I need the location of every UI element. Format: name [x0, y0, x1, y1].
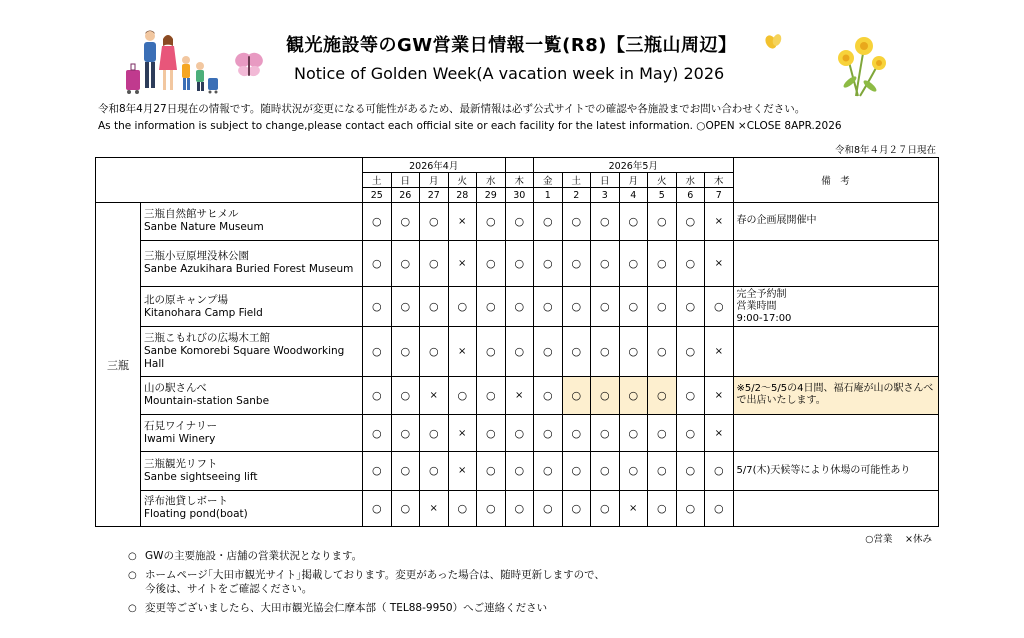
status-open-mark: ○ [505, 203, 534, 240]
table-row [96, 287, 939, 327]
status-open-mark: ○ [505, 490, 534, 526]
status-closed-mark: × [420, 376, 449, 414]
facility-name-cell [141, 327, 363, 376]
remarks-cell [733, 490, 938, 526]
table-row [96, 452, 939, 490]
status-open-mark: ○ [420, 240, 449, 286]
status-open-mark: ○ [562, 287, 591, 327]
status-open-mark: ○ [448, 287, 477, 327]
day-of-week-header: 月 [619, 173, 648, 188]
status-open-mark: ○ [648, 415, 677, 452]
status-open-mark: ○ [648, 203, 677, 240]
status-open-mark: ○ [648, 490, 677, 526]
status-open-mark: ○ [705, 490, 734, 526]
butterfly-icon [232, 48, 266, 82]
status-open-mark: ○ [391, 240, 420, 286]
status-open-mark: ○ [591, 287, 620, 327]
facility-name-japanese: 山の駅さんべ [144, 382, 207, 395]
status-open-mark: ○ [648, 240, 677, 286]
status-open-mark: ○ [391, 452, 420, 490]
day-number-header: 27 [420, 188, 449, 203]
status-closed-mark: × [705, 376, 734, 414]
legend: ○営業 ×休み [865, 534, 932, 545]
status-open-mark: ○ [619, 240, 648, 286]
status-open-mark: ○ [591, 415, 620, 452]
status-open-mark: ○ [477, 240, 506, 286]
facility-name-english: Sanbe Komorebi Square Woodworking Hall [144, 345, 345, 370]
status-open-mark: ○ [477, 415, 506, 452]
status-closed-mark: × [705, 203, 734, 240]
status-open-mark: ○ [676, 287, 705, 327]
as-of-date: 令和8年４月２７日現在 [834, 145, 936, 156]
facility-name-japanese: 北の原キャンプ場 [144, 293, 228, 306]
info-notice-english: As the information is subject to change,please contact each official site or each facility for the latest information. ○OPEN ×CLOSE 8APR.2026 [98, 120, 842, 132]
facility-name-english: Floating pond(boat) [144, 508, 248, 521]
status-open-mark: ○ [591, 452, 620, 490]
table-row [96, 415, 939, 452]
day-of-week-header: 月 [420, 173, 449, 188]
status-open-mark: ○ [391, 490, 420, 526]
footnote-1 [128, 549, 362, 563]
status-closed-mark: × [448, 203, 477, 240]
status-open-mark: ○ [391, 287, 420, 327]
status-closed-mark: × [448, 415, 477, 452]
remarks-header: 備 考 [733, 158, 938, 203]
status-open-mark: ○ [619, 287, 648, 327]
remarks-cell [733, 327, 938, 376]
status-open-mark: ○ [676, 240, 705, 286]
gw-schedule-table [95, 157, 939, 527]
status-open-mark: ○ [648, 287, 677, 327]
table-row [96, 490, 939, 526]
remarks-cell: ※5/2～5/5の4日間、福石庵が山の駅さんべで出店いたします。 [733, 376, 938, 414]
status-open-mark: ○ [591, 240, 620, 286]
status-open-mark: ○ [591, 203, 620, 240]
status-open-mark: ○ [505, 287, 534, 327]
status-open-mark: ○ [676, 490, 705, 526]
status-open-mark: ○ [363, 203, 392, 240]
status-closed-mark: × [448, 240, 477, 286]
status-open-mark: ○ [448, 376, 477, 414]
status-open-mark: ○ [363, 327, 392, 376]
day-number-header: 4 [619, 188, 648, 203]
status-open-mark: ○ [676, 452, 705, 490]
status-open-mark: ○ [562, 415, 591, 452]
status-open-mark: ○ [534, 287, 563, 327]
status-open-mark: ○ [705, 287, 734, 327]
status-closed-mark: × [705, 415, 734, 452]
facility-name-cell [141, 415, 363, 452]
area-name: 三瓶 [96, 203, 141, 527]
facility-name-japanese: 石見ワイナリー [144, 420, 218, 433]
facility-name-japanese: 浮布池貸しボート [144, 495, 228, 508]
status-open-mark: ○ [477, 452, 506, 490]
status-open-mark: ○ [676, 415, 705, 452]
facility-name-japanese: 三瓶自然館サヒメル [144, 208, 239, 221]
status-open-mark: ○ [591, 490, 620, 526]
day-number-header: 30 [505, 188, 534, 203]
status-open-mark: ○ [505, 327, 534, 376]
status-closed-mark: × [705, 327, 734, 376]
facility-name-cell [141, 376, 363, 414]
facility-name-japanese: 三瓶こもれびの広場木工館 [144, 332, 270, 344]
facility-name-english: Mountain-station Sanbe [144, 395, 270, 408]
facility-name-english: Sanbe Azukihara Buried Forest Museum [144, 263, 354, 276]
status-closed-mark: × [420, 490, 449, 526]
table-row [96, 327, 939, 376]
status-open-mark: ○ [448, 490, 477, 526]
status-open-mark: ○ [391, 376, 420, 414]
remarks-cell: 完全予約制 営業時間 9:00-17:00 [733, 287, 938, 327]
status-open-mark: ○ [648, 376, 677, 414]
status-open-mark: ○ [391, 327, 420, 376]
day-number-header: 3 [591, 188, 620, 203]
remarks-cell: 5/7(木)天候等により休場の可能性あり [733, 452, 938, 490]
status-open-mark: ○ [562, 327, 591, 376]
status-open-mark: ○ [591, 376, 620, 414]
status-open-mark: ○ [477, 203, 506, 240]
status-open-mark: ○ [619, 203, 648, 240]
status-open-mark: ○ [676, 203, 705, 240]
page-title-english: Notice of Golden Week(A vacation week in May) 2026 [294, 64, 725, 83]
facility-name-cell [141, 490, 363, 526]
status-open-mark: ○ [534, 376, 563, 414]
status-open-mark: ○ [534, 452, 563, 490]
status-closed-mark: × [705, 240, 734, 286]
status-open-mark: ○ [676, 376, 705, 414]
day-number-header: 7 [705, 188, 734, 203]
day-of-week-header: 日 [391, 173, 420, 188]
status-open-mark: ○ [363, 376, 392, 414]
status-closed-mark: × [505, 376, 534, 414]
status-open-mark: ○ [505, 452, 534, 490]
remarks-cell [733, 415, 938, 452]
status-open-mark: ○ [363, 287, 392, 327]
bullet-symbol: ○ [128, 603, 137, 614]
month-header-gap [505, 158, 534, 173]
facility-name-japanese: 三瓶小豆原埋没林公園 [144, 250, 249, 263]
status-open-mark: ○ [562, 240, 591, 286]
footnote-3 [128, 601, 547, 615]
day-of-week-header: 水 [477, 173, 506, 188]
table-row [96, 240, 939, 286]
status-open-mark: ○ [562, 376, 591, 414]
status-open-mark: ○ [534, 240, 563, 286]
day-number-header: 5 [648, 188, 677, 203]
status-open-mark: ○ [363, 415, 392, 452]
footnote-2-text-line1: ホームページ｢大田市観光サイト｣掲載しております。変更があった場合は、随時更新しますので、 [145, 569, 605, 581]
status-open-mark: ○ [562, 203, 591, 240]
status-closed-mark: × [619, 490, 648, 526]
status-open-mark: ○ [619, 376, 648, 414]
facility-name-cell [141, 240, 363, 286]
status-open-mark: ○ [363, 240, 392, 286]
status-open-mark: ○ [648, 327, 677, 376]
yellow-flowers-illustration [764, 30, 894, 98]
day-of-week-header: 火 [448, 173, 477, 188]
facility-name-english: Kitanohara Camp Field [144, 306, 263, 319]
facility-name-cell [141, 452, 363, 490]
bullet-symbol: ○ [128, 551, 137, 562]
day-number-header: 6 [676, 188, 705, 203]
status-open-mark: ○ [477, 490, 506, 526]
status-open-mark: ○ [534, 490, 563, 526]
status-open-mark: ○ [534, 327, 563, 376]
day-number-header: 1 [534, 188, 563, 203]
header-blank-cell [96, 158, 363, 203]
status-open-mark: ○ [505, 240, 534, 286]
status-open-mark: ○ [363, 452, 392, 490]
status-open-mark: ○ [505, 415, 534, 452]
status-open-mark: ○ [705, 452, 734, 490]
status-open-mark: ○ [477, 376, 506, 414]
status-open-mark: ○ [420, 327, 449, 376]
footnote-2 [128, 568, 605, 596]
footnote-1-text: GWの主要施設・店舗の営業状況となります。 [145, 550, 363, 562]
status-open-mark: ○ [420, 287, 449, 327]
footnote-2-text-line2: 今後は、サイトをご確認ください。 [145, 583, 313, 595]
day-of-week-header: 土 [363, 173, 392, 188]
day-of-week-header: 火 [648, 173, 677, 188]
day-of-week-header: 水 [676, 173, 705, 188]
footnote-3-text: 変更等ございましたら、大田市観光協会仁摩本部（ TEL88-9950）へご連絡ください [145, 602, 548, 614]
month-header-may: 2026年5月 [534, 158, 734, 173]
status-open-mark: ○ [420, 415, 449, 452]
status-open-mark: ○ [619, 452, 648, 490]
facility-name-english: Sanbe sightseeing lift [144, 470, 258, 483]
status-open-mark: ○ [648, 452, 677, 490]
info-notice-japanese: 令和8年4月27日現在の情報です。随時状況が変更になる可能性があるため、最新情報は必ず公式サイトでの確認や各施設までお問い合わせください。 [98, 103, 806, 115]
status-open-mark: ○ [591, 327, 620, 376]
status-open-mark: ○ [477, 327, 506, 376]
status-open-mark: ○ [619, 327, 648, 376]
facility-name-english: Sanbe Nature Museum [144, 221, 264, 234]
month-header-april: 2026年4月 [363, 158, 506, 173]
status-closed-mark: × [448, 327, 477, 376]
status-open-mark: ○ [420, 452, 449, 490]
facility-name-cell [141, 287, 363, 327]
facility-name-japanese: 三瓶観光リフト [144, 457, 218, 470]
remarks-cell [733, 240, 938, 286]
remarks-cell: 春の企画展開催中 [733, 203, 938, 240]
table-row [96, 376, 939, 414]
status-closed-mark: × [448, 452, 477, 490]
status-open-mark: ○ [477, 287, 506, 327]
day-number-header: 25 [363, 188, 392, 203]
status-open-mark: ○ [619, 415, 648, 452]
table-row [96, 203, 939, 240]
family-travel-illustration [124, 26, 224, 98]
status-open-mark: ○ [363, 490, 392, 526]
status-open-mark: ○ [562, 490, 591, 526]
status-open-mark: ○ [562, 452, 591, 490]
status-open-mark: ○ [534, 203, 563, 240]
day-number-header: 29 [477, 188, 506, 203]
day-number-header: 28 [448, 188, 477, 203]
day-of-week-header: 土 [562, 173, 591, 188]
day-of-week-header: 金 [534, 173, 563, 188]
status-open-mark: ○ [534, 415, 563, 452]
status-open-mark: ○ [676, 327, 705, 376]
bullet-symbol: ○ [128, 570, 137, 581]
day-of-week-header: 日 [591, 173, 620, 188]
status-open-mark: ○ [391, 415, 420, 452]
day-of-week-header: 木 [505, 173, 534, 188]
day-of-week-header: 木 [705, 173, 734, 188]
day-number-header: 26 [391, 188, 420, 203]
status-open-mark: ○ [391, 203, 420, 240]
page-title: 観光施設等のGW営業日情報一覧(R8)【三瓶山周辺】 [286, 35, 737, 56]
facility-name-english: Iwami Winery [144, 433, 216, 446]
day-number-header: 2 [562, 188, 591, 203]
facility-name-cell [141, 203, 363, 240]
status-open-mark: ○ [420, 203, 449, 240]
